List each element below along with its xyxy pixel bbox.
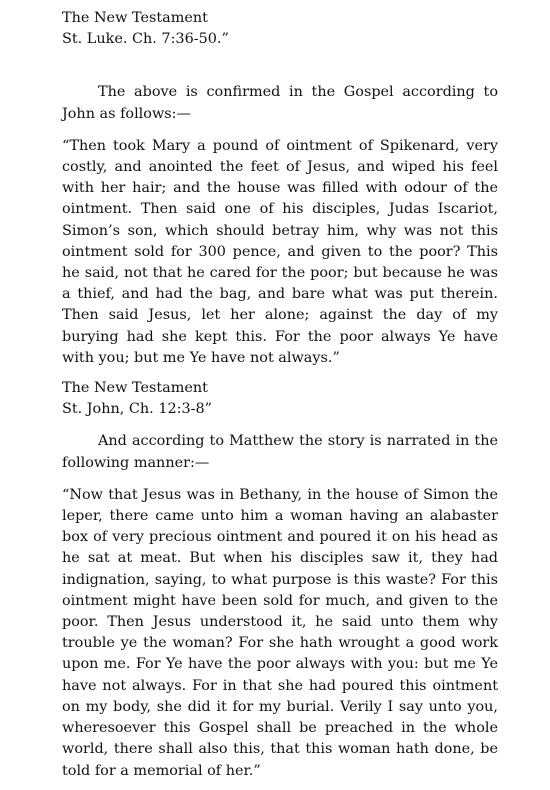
reference-line: The New Testament (62, 10, 208, 26)
scripture-reference-luke (62, 8, 498, 50)
reference-line: St. Luke. Ch. 7:36-50.” (62, 31, 229, 48)
scripture-reference-john (62, 378, 498, 420)
reference-line: St. John, Ch. 12:3-8” (62, 401, 213, 418)
document-page (62, 8, 498, 782)
reference-line: The New Testament (62, 380, 208, 397)
quote-matthew: “Now that Jesus was in Bethany, in the house of Simon the leper, there came unto him a woman having an alabaster box of very precious ointment and poured it on his head as he sat at meat. But when his disciples saw it, they had indignation, saying, to what purpose is this waste? For this ointment might have been sold for much, and given to the poor. Then Jesus understood it, he said unto them why trouble ye the woman? For she hath wrought a good work upon me. For Ye have the poor always with you: but me Ye have not always. For in that she had poured this ointment on my body, she did it for my burial. Verily I say unto you, wheresoever this Gospel shall be preached in the whole world, there shall also this, that this woman hath done, be told for a memorial of her.” (62, 486, 498, 779)
intro-paragraph-john: The above is confirmed in the Gospel according to John as follows:— (62, 84, 498, 122)
intro-paragraph-matthew: And according to Matthew the story is narrated in the following manner:— (62, 433, 498, 471)
quote-john: “Then took Mary a pound of ointment of Spikenard, very costly, and anointed the feet of Jesus, and wiped his feel with her hair; and the house was filled with odour of the ointment. Then said one of his disciples, Judas Iscariot, Simon’s son, which should betray him, why was not this ointment sold for 300 pence, and given to the poor? This he said, not that he cared for the poor; but because he was a thief, and had the bag, and bare what was put therein. Then said Jesus, let her alone; against the day of my burying had she kept this. For the poor always Ye have with you; but me Ye have not always.” (62, 137, 498, 366)
